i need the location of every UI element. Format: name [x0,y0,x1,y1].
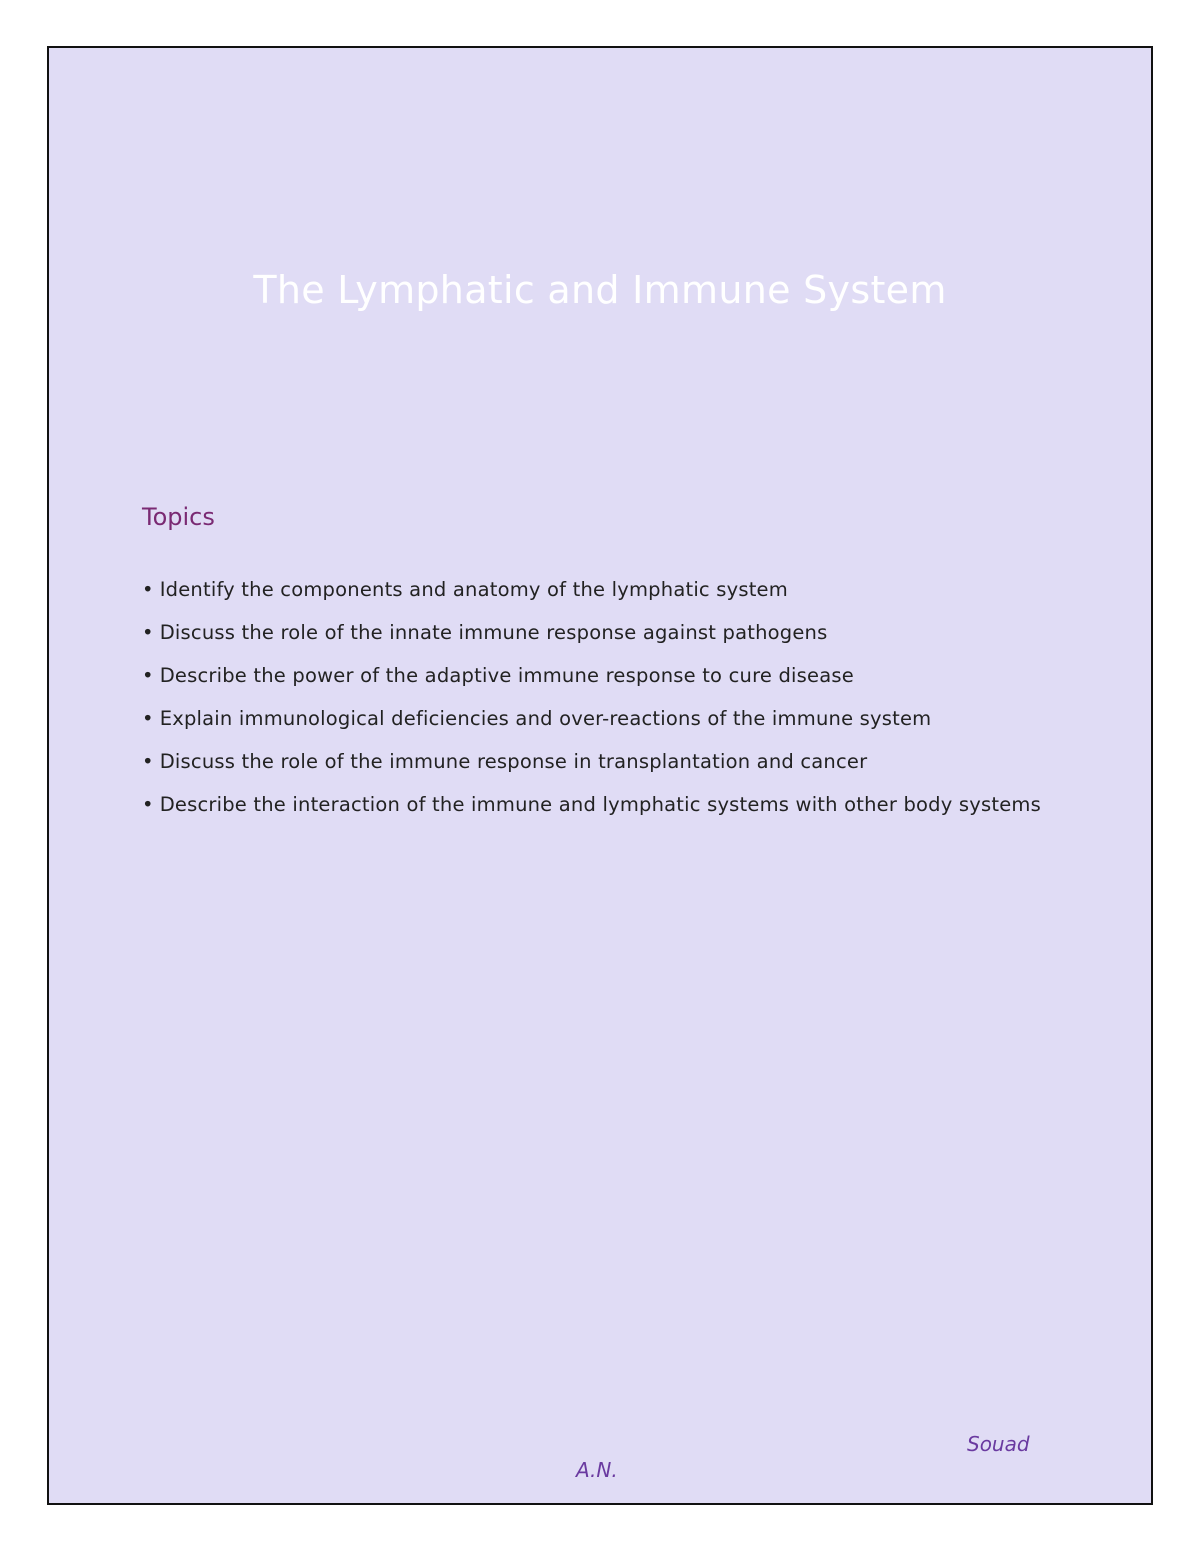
bullet-icon: • [142,621,154,644]
topic-item [142,619,1042,646]
topics-list [142,576,1042,834]
topic-text: Describe the power of the adaptive immune response to cure disease [159,664,854,687]
topics-heading: Topics [142,503,215,531]
topic-text: Explain immunological deficiencies and over-reactions of the immune system [159,707,932,730]
topic-item [142,705,1042,732]
bullet-icon: • [142,793,154,816]
topic-text: Discuss the role of the immune response in transplantation and cancer [159,750,868,773]
topic-text: Discuss the role of the innate immune response against pathogens [159,621,828,644]
bullet-icon: • [142,750,154,773]
bullet-icon: • [142,664,154,687]
topic-item [142,748,1042,775]
topic-text: Describe the interaction of the immune and lymphatic systems with other body systems [159,793,1041,816]
cover-page [47,46,1153,1505]
topic-item [142,662,1042,689]
topic-text: Identify the components and anatomy of the lymphatic system [159,578,788,601]
author-initials: A.N. [576,1458,618,1482]
author-first-name: Souad [967,1432,1030,1456]
topic-item [142,576,1042,603]
topic-item [142,791,1042,818]
document-title: The Lymphatic and Immune System [253,268,947,312]
bullet-icon: • [142,578,154,601]
bullet-icon: • [142,707,154,730]
